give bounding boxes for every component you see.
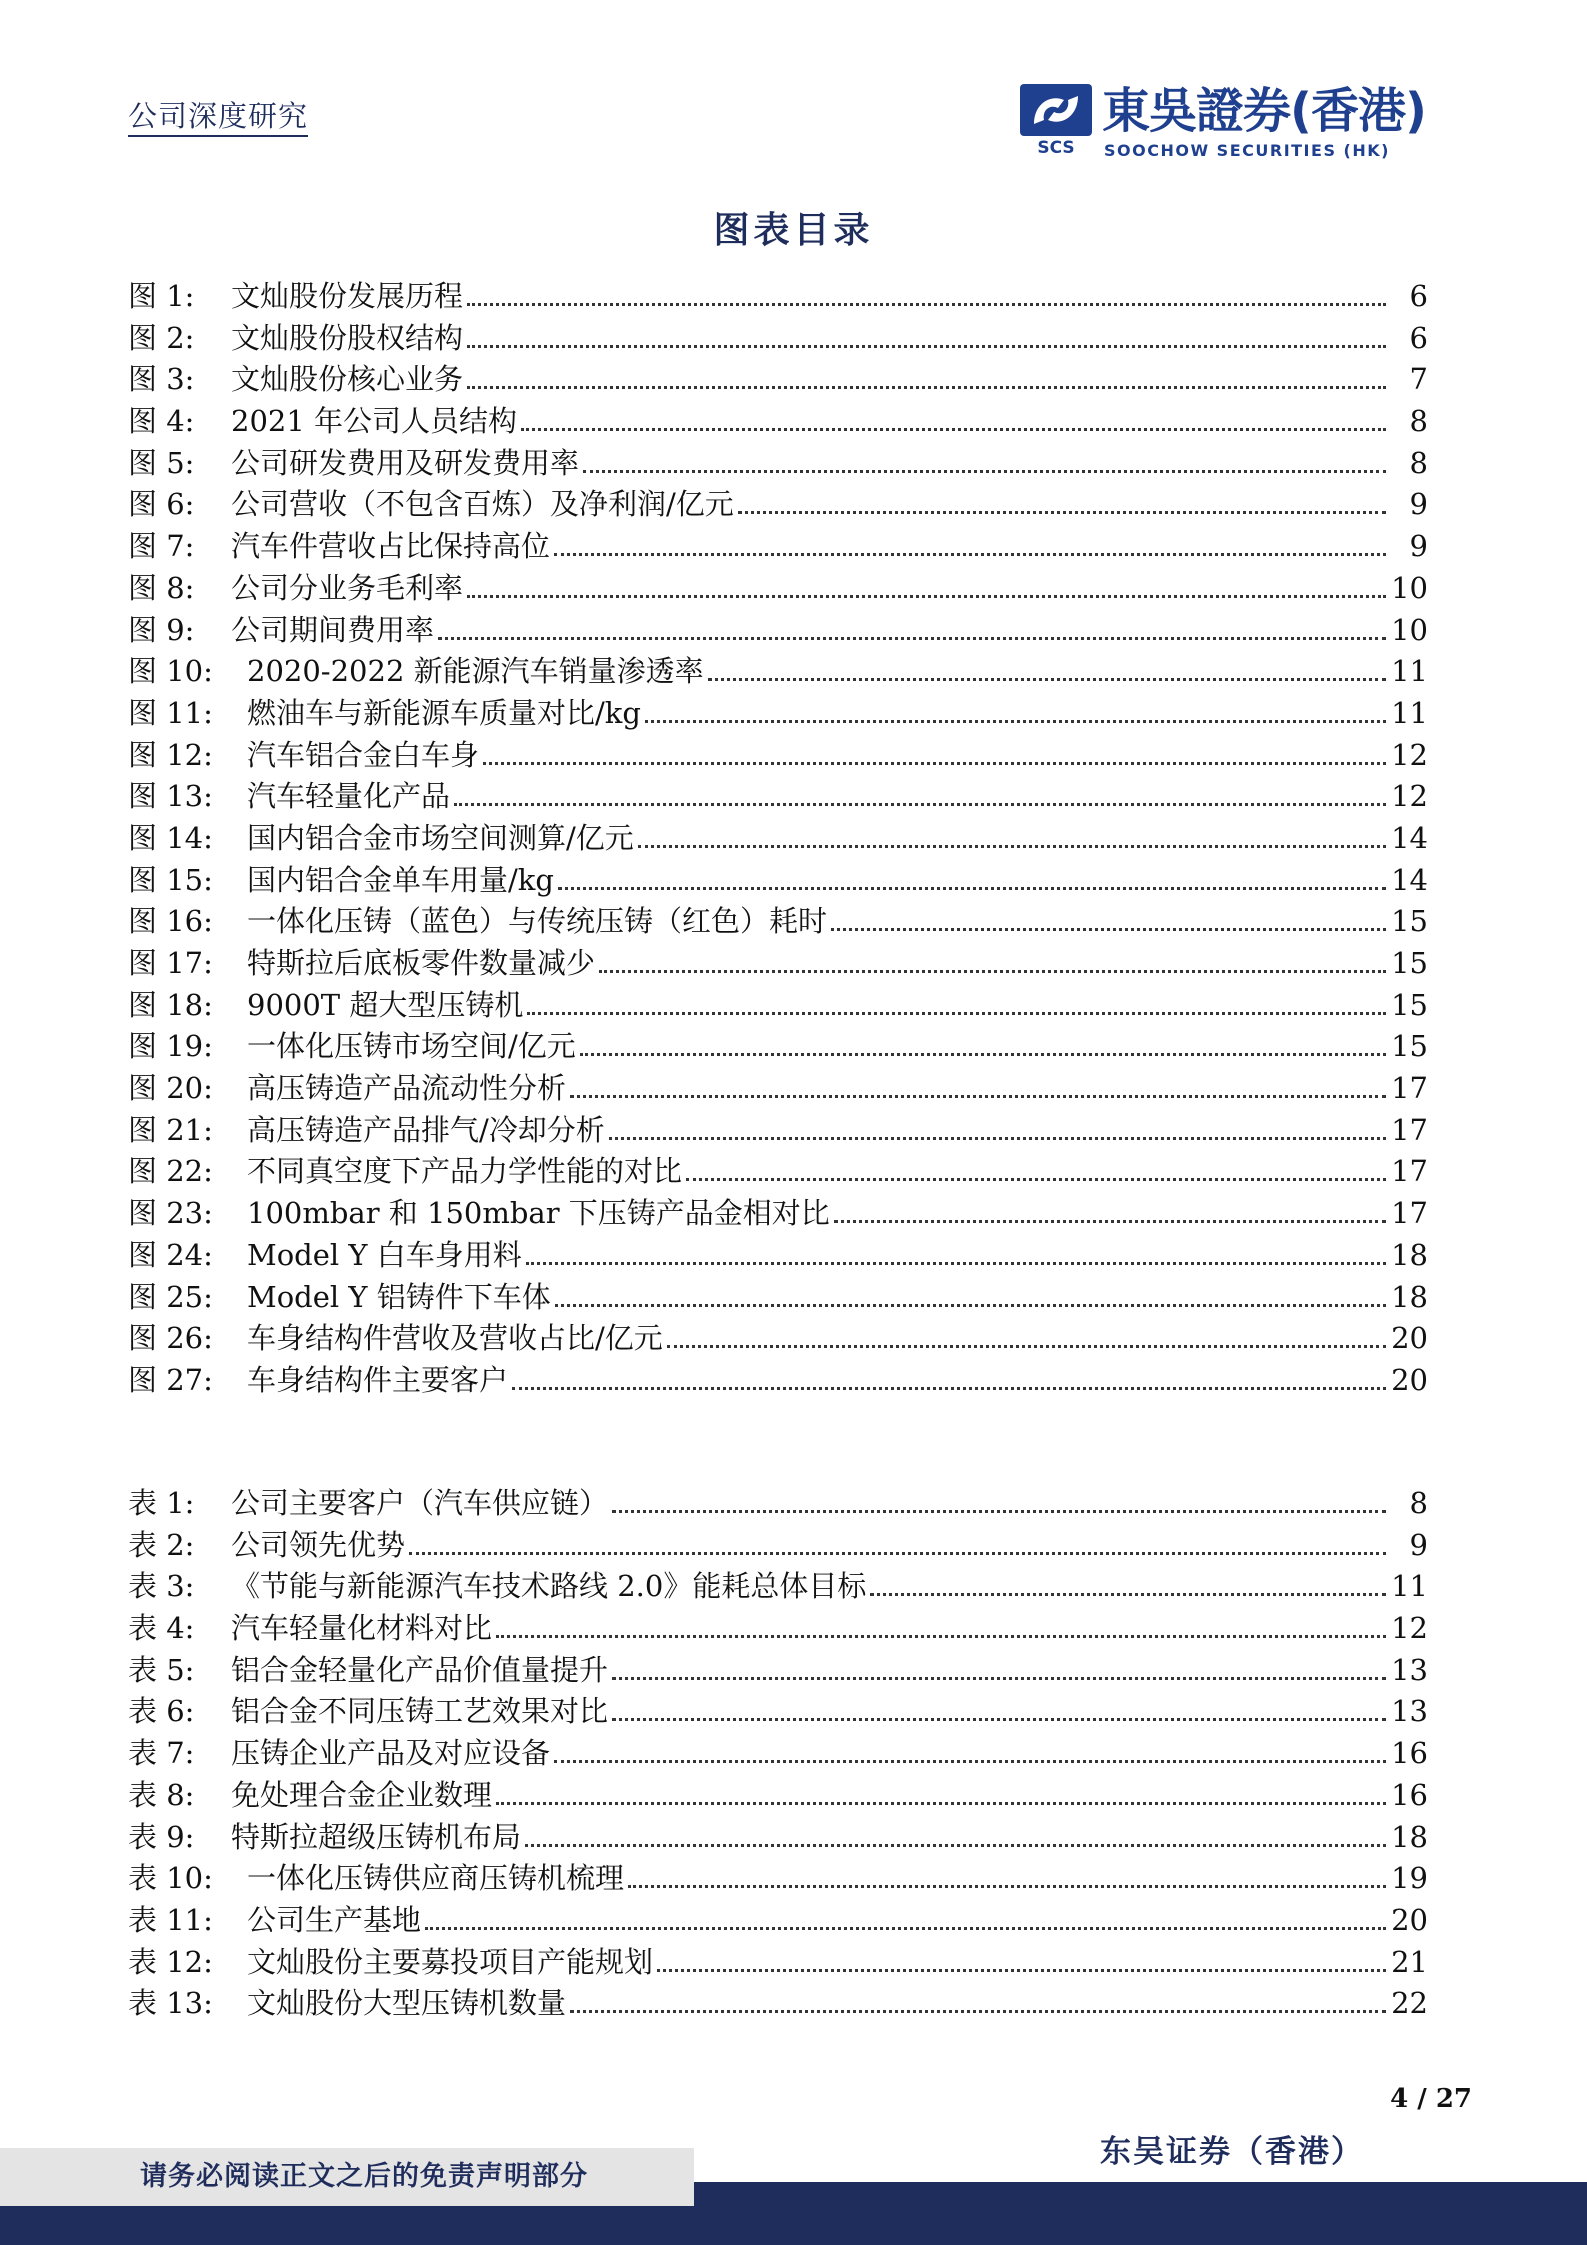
table-label: 表 3: xyxy=(128,1569,195,1604)
figure-label: 图 2: xyxy=(128,320,195,355)
figure-title: 一体化压铸（蓝色）与传统压铸（红色）耗时 xyxy=(247,904,828,939)
figure-entry[interactable] xyxy=(128,568,1428,610)
table-list xyxy=(128,1483,1428,2025)
table-title: 特斯拉超级压铸机布局 xyxy=(231,1819,522,1854)
table-title: 公司领先优势 xyxy=(231,1527,406,1562)
figure-title: 车身结构件主要客户 xyxy=(247,1362,509,1397)
figure-page-number: 8 xyxy=(1409,404,1428,439)
figure-title: 文灿股份发展历程 xyxy=(231,279,464,313)
table-label: 表 7: xyxy=(128,1736,195,1771)
page-number: 4 / 27 xyxy=(1390,2084,1472,2114)
dot-leader xyxy=(612,1718,1386,1721)
dot-leader xyxy=(467,595,1386,598)
dot-leader xyxy=(638,845,1386,848)
dot-leader xyxy=(554,1760,1386,1763)
table-entry[interactable] xyxy=(128,1775,1428,1817)
table-label: 表 6: xyxy=(128,1694,195,1729)
figure-page-number: 18 xyxy=(1391,1279,1428,1314)
dot-leader xyxy=(454,803,1386,806)
figure-page-number: 6 xyxy=(1409,320,1428,355)
figure-title: 公司期间费用率 xyxy=(231,612,435,647)
figure-title: 车身结构件营收及营收占比/亿元 xyxy=(247,1321,663,1356)
figure-entry[interactable] xyxy=(128,318,1428,360)
dot-leader xyxy=(738,511,1386,514)
dot-leader xyxy=(583,470,1386,473)
table-page-number: 21 xyxy=(1391,1944,1428,1979)
figure-label: 图 6: xyxy=(128,487,195,522)
table-page-number: 11 xyxy=(1391,1569,1428,1604)
dot-leader xyxy=(609,1137,1386,1140)
table-page-number: 22 xyxy=(1391,1986,1428,2021)
figure-page-number: 15 xyxy=(1391,1029,1428,1064)
table-title: 《节能与新能源汽车技术路线 2.0》能耗总体目标 xyxy=(231,1569,867,1604)
figure-label: 图 18: xyxy=(128,987,213,1022)
section-label: 公司深度研究 xyxy=(128,98,308,137)
table-title: 铝合金不同压铸工艺效果对比 xyxy=(231,1694,609,1729)
figure-label: 图 26: xyxy=(128,1321,213,1356)
figure-page-number: 17 xyxy=(1391,1071,1428,1106)
table-entry[interactable] xyxy=(128,1900,1428,1942)
logo-badge-text: SCS xyxy=(1037,138,1075,156)
figure-label: 图 9: xyxy=(128,612,195,647)
figure-page-number: 20 xyxy=(1391,1321,1428,1356)
table-label: 表 12: xyxy=(128,1944,213,1979)
scs-logo-icon xyxy=(1020,84,1092,156)
figure-label: 图 15: xyxy=(128,862,213,897)
figure-label: 图 13: xyxy=(128,779,213,814)
figure-title: 公司分业务毛利率 xyxy=(231,570,464,605)
table-entry[interactable] xyxy=(128,1608,1428,1650)
figure-title: 汽车轻量化产品 xyxy=(247,779,451,814)
dot-leader xyxy=(645,720,1386,723)
logo-english-name: SOOCHOW SECURITIES (HK) xyxy=(1104,141,1390,160)
dot-leader xyxy=(554,553,1386,556)
figure-entry[interactable] xyxy=(128,1318,1428,1360)
figure-label: 图 27: xyxy=(128,1362,213,1397)
figure-title: 2020-2022 新能源汽车销量渗透率 xyxy=(247,654,704,689)
figure-title: 燃油车与新能源车质量对比/kg xyxy=(247,695,641,730)
figure-page-number: 17 xyxy=(1391,1112,1428,1147)
figure-title: 高压铸造产品流动性分析 xyxy=(247,1071,567,1106)
figure-entry[interactable] xyxy=(128,610,1428,652)
figure-entry[interactable] xyxy=(128,1360,1428,1402)
footer-company: 东吴证券（香港） xyxy=(1100,2134,1364,2170)
figure-title: 文灿股份股权结构 xyxy=(231,320,464,355)
company-logo xyxy=(1020,82,1450,162)
table-label: 表 5: xyxy=(128,1652,195,1687)
figure-page-number: 9 xyxy=(1409,487,1428,522)
figure-title: 汽车件营收占比保持高位 xyxy=(231,529,551,564)
table-entry[interactable] xyxy=(128,1858,1428,1900)
figure-entry[interactable] xyxy=(128,985,1428,1027)
table-label: 表 4: xyxy=(128,1611,195,1646)
figure-label: 图 19: xyxy=(128,1029,213,1064)
figure-page-number: 14 xyxy=(1391,820,1428,855)
figure-page-number: 15 xyxy=(1391,904,1428,939)
table-label: 表 9: xyxy=(128,1819,195,1854)
figure-page-number: 12 xyxy=(1391,779,1428,814)
dot-leader xyxy=(570,2010,1386,2013)
table-title: 公司主要客户（汽车供应链） xyxy=(231,1486,609,1520)
figure-entry[interactable] xyxy=(128,651,1428,693)
table-page-number: 13 xyxy=(1391,1694,1428,1729)
figure-entry[interactable] xyxy=(128,276,1428,318)
dot-leader xyxy=(558,887,1386,890)
figure-title: 9000T 超大型压铸机 xyxy=(247,987,524,1022)
table-entry[interactable] xyxy=(128,1566,1428,1608)
table-label: 表 8: xyxy=(128,1777,195,1812)
dot-leader xyxy=(496,1802,1386,1805)
table-label: 表 2: xyxy=(128,1527,195,1562)
figure-entry[interactable] xyxy=(128,484,1428,526)
table-title: 免处理合金企业数理 xyxy=(231,1777,493,1812)
figure-label: 图 3: xyxy=(128,362,195,397)
dot-leader xyxy=(870,1593,1386,1596)
table-label: 表 10: xyxy=(128,1861,213,1896)
table-page-number: 16 xyxy=(1391,1777,1428,1812)
dot-leader xyxy=(483,762,1386,765)
figure-label: 图 7: xyxy=(128,529,195,564)
dot-leader xyxy=(555,1304,1386,1307)
figure-entry[interactable] xyxy=(128,943,1428,985)
figure-page-number: 15 xyxy=(1391,987,1428,1022)
figure-page-number: 8 xyxy=(1409,445,1428,480)
figure-list xyxy=(128,276,1428,1402)
dot-leader xyxy=(527,1012,1386,1015)
figure-page-number: 7 xyxy=(1409,362,1428,397)
table-title: 压铸企业产品及对应设备 xyxy=(231,1736,551,1771)
figure-label: 图 12: xyxy=(128,737,213,772)
figure-title: 公司研发费用及研发费用率 xyxy=(231,445,580,480)
logo-chinese-name: 東吳證券(香港) xyxy=(1102,83,1426,139)
table-entry[interactable] xyxy=(128,1525,1428,1567)
figure-entry[interactable] xyxy=(128,359,1428,401)
figure-title: 不同真空度下产品力学性能的对比 xyxy=(247,1154,683,1189)
table-page-number: 9 xyxy=(1409,1527,1428,1562)
figure-label: 图 16: xyxy=(128,904,213,939)
dot-leader xyxy=(496,1635,1386,1638)
table-label: 表 13: xyxy=(128,1986,213,2021)
dot-leader xyxy=(525,1844,1386,1847)
figure-page-number: 12 xyxy=(1391,737,1428,772)
dot-leader xyxy=(831,928,1386,931)
figure-title: 特斯拉后底板零件数量减少 xyxy=(247,946,596,980)
figure-page-number: 15 xyxy=(1391,946,1428,980)
figure-page-number: 11 xyxy=(1391,654,1428,689)
table-label: 表 11: xyxy=(128,1902,213,1937)
table-entry[interactable] xyxy=(128,1483,1428,1525)
figure-entry[interactable] xyxy=(128,1235,1428,1277)
page-title: 图表目录 xyxy=(713,209,874,251)
dot-leader xyxy=(628,1885,1386,1888)
figure-page-number: 6 xyxy=(1409,279,1428,313)
table-entry[interactable] xyxy=(128,1942,1428,1984)
dot-leader xyxy=(612,1677,1386,1680)
dot-leader xyxy=(526,1262,1386,1265)
figure-title: 国内铝合金单车用量/kg xyxy=(247,862,554,897)
table-entry[interactable] xyxy=(128,1650,1428,1692)
dot-leader xyxy=(467,345,1386,348)
dot-leader xyxy=(657,1969,1386,1972)
figure-label: 图 24: xyxy=(128,1237,213,1272)
dot-leader xyxy=(467,386,1386,389)
table-page-number: 20 xyxy=(1391,1902,1428,1937)
table-page-number: 13 xyxy=(1391,1652,1428,1687)
figure-page-number: 17 xyxy=(1391,1196,1428,1231)
dot-leader xyxy=(599,970,1386,973)
table-title: 一体化压铸供应商压铸机梳理 xyxy=(247,1861,625,1896)
figure-label: 图 25: xyxy=(128,1279,213,1314)
table-label: 表 1: xyxy=(128,1486,195,1520)
figure-entry[interactable] xyxy=(128,901,1428,943)
figure-title: 国内铝合金市场空间测算/亿元 xyxy=(247,820,634,855)
figure-entry[interactable] xyxy=(128,1277,1428,1319)
table-entry[interactable] xyxy=(128,1983,1428,2025)
figure-label: 图 8: xyxy=(128,570,195,605)
table-title: 铝合金轻量化产品价值量提升 xyxy=(231,1652,609,1687)
table-title: 公司生产基地 xyxy=(247,1902,422,1937)
figure-page-number: 14 xyxy=(1391,862,1428,897)
figure-entry[interactable] xyxy=(128,401,1428,443)
figure-title: 一体化压铸市场空间/亿元 xyxy=(247,1029,576,1064)
figure-label: 图 10: xyxy=(128,654,213,689)
figure-entry[interactable] xyxy=(128,1068,1428,1110)
dot-leader xyxy=(708,678,1386,681)
figure-title: Model Y 铝铸件下车体 xyxy=(247,1279,551,1314)
table-entry[interactable] xyxy=(128,1817,1428,1859)
table-entry[interactable] xyxy=(128,1733,1428,1775)
figure-entry[interactable] xyxy=(128,860,1428,902)
table-entry[interactable] xyxy=(128,1691,1428,1733)
dot-leader xyxy=(438,637,1386,640)
figure-label: 图 1: xyxy=(128,279,195,313)
figure-title: 汽车铝合金白车身 xyxy=(247,737,480,772)
table-title: 文灿股份主要募投项目产能规划 xyxy=(247,1944,654,1979)
figure-entry[interactable] xyxy=(128,526,1428,568)
table-page-number: 19 xyxy=(1391,1861,1428,1896)
dot-leader xyxy=(580,1053,1386,1056)
figure-label: 图 5: xyxy=(128,445,195,480)
figure-page-number: 9 xyxy=(1409,529,1428,564)
figure-entry[interactable] xyxy=(128,1026,1428,1068)
figure-label: 图 22: xyxy=(128,1154,213,1189)
table-page-number: 8 xyxy=(1409,1486,1428,1520)
dot-leader xyxy=(512,1387,1386,1390)
dot-leader xyxy=(570,1095,1386,1098)
figure-entry[interactable] xyxy=(128,735,1428,777)
figure-title: 高压铸造产品排气/冷却分析 xyxy=(247,1112,605,1147)
table-title: 汽车轻量化材料对比 xyxy=(231,1611,493,1646)
figure-entry[interactable] xyxy=(128,443,1428,485)
figure-title: 100mbar 和 150mbar 下压铸产品金相对比 xyxy=(247,1196,830,1231)
figure-label: 图 23: xyxy=(128,1196,213,1231)
figure-page-number: 10 xyxy=(1391,570,1428,605)
figure-label: 图 14: xyxy=(128,820,213,855)
dot-leader xyxy=(425,1927,1386,1930)
figure-label: 图 4: xyxy=(128,404,195,439)
figure-page-number: 18 xyxy=(1391,1237,1428,1272)
dot-leader xyxy=(467,303,1386,306)
dot-leader xyxy=(521,428,1386,431)
dot-leader xyxy=(834,1220,1386,1223)
dot-leader xyxy=(686,1178,1386,1181)
table-page-number: 18 xyxy=(1391,1819,1428,1854)
figure-entry[interactable] xyxy=(128,1151,1428,1193)
figure-label: 图 20: xyxy=(128,1071,213,1106)
dot-leader xyxy=(612,1510,1386,1513)
figure-label: 图 17: xyxy=(128,946,213,980)
figure-label: 图 21: xyxy=(128,1112,213,1147)
figure-title: 公司营收（不包含百炼）及净利润/亿元 xyxy=(231,487,734,522)
figure-page-number: 17 xyxy=(1391,1154,1428,1189)
table-page-number: 12 xyxy=(1391,1611,1428,1646)
figure-page-number: 10 xyxy=(1391,612,1428,647)
footer-disclaimer-box xyxy=(0,2148,694,2206)
dot-leader xyxy=(409,1552,1386,1555)
dot-leader xyxy=(667,1345,1386,1348)
figure-title: 2021 年公司人员结构 xyxy=(231,404,518,439)
figure-entry[interactable] xyxy=(128,818,1428,860)
figure-entry[interactable] xyxy=(128,776,1428,818)
figure-title: 文灿股份核心业务 xyxy=(231,362,464,397)
table-page-number: 16 xyxy=(1391,1736,1428,1771)
figure-page-number: 11 xyxy=(1391,695,1428,730)
figure-entry[interactable] xyxy=(128,693,1428,735)
figure-title: Model Y 白车身用料 xyxy=(247,1237,522,1272)
table-title: 文灿股份大型压铸机数量 xyxy=(247,1986,567,2021)
footer-disclaimer: 请务必阅读正文之后的免责声明部分 xyxy=(140,2161,588,2192)
figure-entry[interactable] xyxy=(128,1110,1428,1152)
figure-entry[interactable] xyxy=(128,1193,1428,1235)
figure-label: 图 11: xyxy=(128,695,213,730)
figure-page-number: 20 xyxy=(1391,1362,1428,1397)
